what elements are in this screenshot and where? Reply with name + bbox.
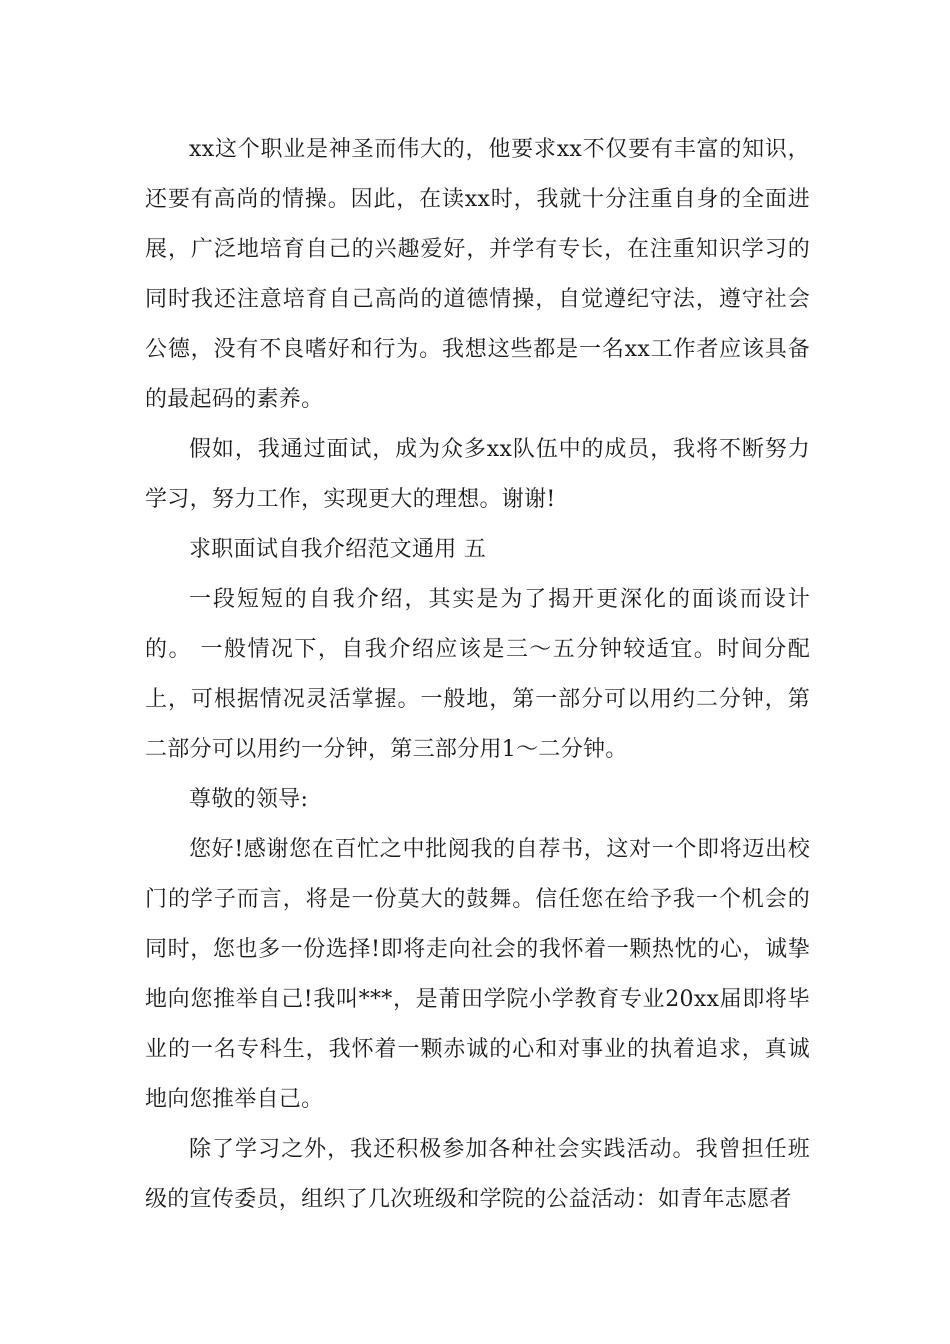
paragraph-activities: 除了学习之外，我还积极参加各种社会实践活动。我曾担任班级的宣传委员，组织了几次班级和学院的公益活动：如青年志愿者: [145, 1137, 810, 1212]
paragraph-self-recommendation: 您好!感谢您在百忙之中批阅我的自荐书，这对一个即将迈出校门的学子而言，将是一份莫大的鼓舞。信任您在给予我一个机会的同时，您也多一份选择!即将走向社会的我怀着一颗热忱的心，诚挚地向您推举自己!我叫***，是莆田学院小学教育专业20xx届即将毕业的一名专科生，我怀着一颗赤诚的心和对事业的执着追求，真诚地向您推举自己。: [145, 837, 810, 1112]
document-body: [145, 125, 810, 1225]
section-heading: 求职面试自我介绍范文通用 五: [189, 537, 487, 562]
paragraph-career-values: xx这个职业是神圣而伟大的，他要求xx不仅要有丰富的知识，还要有高尚的情操。因此，在读xx时，我就十分注重自身的全面进展，广泛地培育自己的兴趣爱好，并学有专长，在注重知识学习的同时我还注意培育自己高尚的道德情操，自觉遵纪守法，遵守社会公德，没有不良嗜好和行为。我想这些都是一名xx工作者应该具备的最起码的素养。: [145, 137, 810, 412]
salutation: 尊敬的领导:: [189, 787, 309, 812]
paragraph-intro-timing: 一段短短的自我介绍，其实是为了揭开更深化的面谈而设计的。 一般情况下，自我介绍应该是三～五分钟较适宜。时间分配上，可根据情况灵活掌握。一般地，第一部分可以用约二分钟，第二部分可以用约一分钟，第三部分用1～二分钟。: [145, 587, 810, 762]
paragraph-closing-thanks: 假如，我通过面试，成为众多xx队伍中的成员，我将不断努力学习，努力工作，实现更大的理想。谢谢!: [145, 437, 810, 512]
